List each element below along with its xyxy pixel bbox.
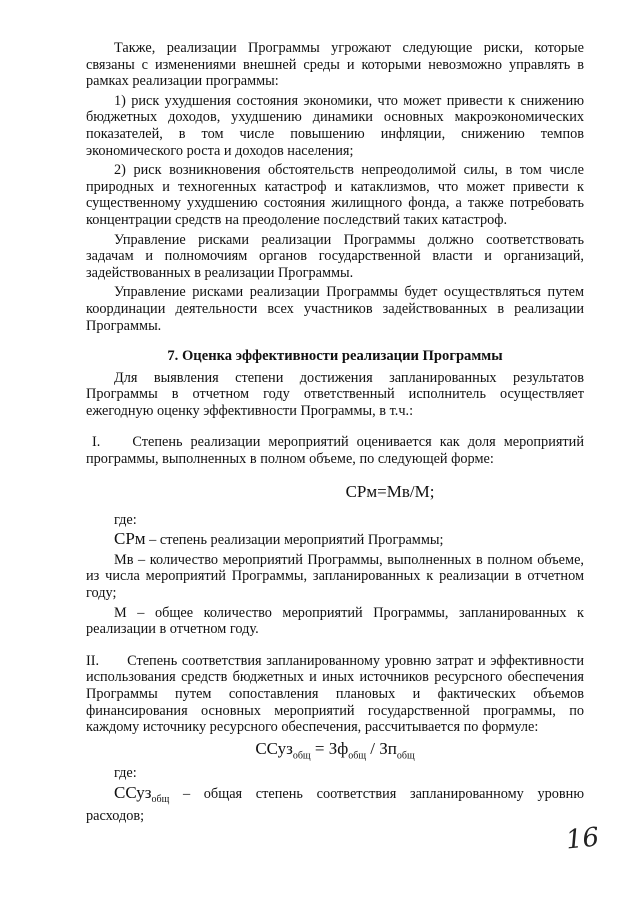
definition-m-text: – общее количество мероприятий Программы, запланированных к реализации в отчетном году. bbox=[86, 604, 584, 638]
page-content bbox=[86, 40, 584, 828]
where-label-1: где: bbox=[114, 511, 137, 528]
list-item-2 bbox=[86, 653, 584, 736]
handwritten-page-number: 16 bbox=[564, 822, 601, 856]
section-heading: 7. Оценка эффективности реализации Программы bbox=[167, 348, 503, 365]
paragraph-risk-management-1: Управление рисками реализации Программы должно соответствовать задачам и полномочиям органов государственной власти и организаций, задействованных в реализации Программы. bbox=[86, 231, 584, 281]
paragraph-risk-2: 2) риск возникновения обстоятельств непреодолимой силы, в том числе природных и техногенных катастроф и катаклизмов, что может привести к существенному ухудшению состояния жилищного фонда, а также потребовать концентрации средств на преодоление последствий таких катастроф. bbox=[86, 162, 584, 228]
formula-ccuz: ССуз$_{общ}$ = $Зф_{общ} / Зп_{общ}$ bbox=[255, 738, 415, 762]
list-item-1-text: Степень реализации мероприятий оценивается как доля мероприятий программы, выполненных в полном объеме, по следующей форме: bbox=[86, 434, 584, 468]
paragraph-risks-intro: Также, реализации Программы угрожают следующие риски, которые связаны с изменениями внешней среды и которыми невозможно управлять в рамках реализации программы: bbox=[86, 40, 584, 90]
definition-mv-term: Мв bbox=[114, 551, 134, 568]
formula-cpm: СРм=Мв/М; bbox=[345, 481, 435, 501]
definition-cpm-text: – степень реализации мероприятий Программы; bbox=[149, 532, 444, 549]
list-item-1 bbox=[86, 434, 584, 467]
list-item-1-number: I. bbox=[92, 434, 101, 451]
where-label-2: где: bbox=[114, 765, 137, 782]
definition-ccuz-text: – общая степень соответствия запланированному уровню расходов; bbox=[86, 785, 584, 825]
definition-m bbox=[86, 605, 584, 638]
definition-cpm-term: СРм bbox=[114, 529, 146, 549]
paragraph-risk-1: 1) риск ухудшения состояния экономики, что может привести к снижению бюджетных доходов, ухудшению динамики основных макроэкономических показателей, в том числе повышению инфляции, снижению темпов экономического роста и доходов населения; bbox=[86, 92, 584, 159]
paragraph-risk-management-2: Управление рисками реализации Программы будет осуществляться путем координации деятельности всех участников задействованных в реализации Программы. bbox=[86, 284, 584, 334]
definition-mv bbox=[86, 552, 584, 602]
definition-ccuz-term: ССуз bbox=[114, 782, 152, 802]
list-item-2-number: II. bbox=[86, 652, 100, 669]
paragraph-evaluation-intro: Для выявления степени достижения запланированных результатов Программы в отчетном году ответственный исполнитель осуществляет ежегодную оценку эффективности Программы, в т.ч.: bbox=[86, 369, 584, 419]
definition-ccuz: ССуз$_{общ}$ – общая степень соответствия запланированному уровню расходов; bbox=[86, 782, 584, 825]
definition-cpm bbox=[86, 531, 584, 549]
definition-m-term: М bbox=[114, 604, 127, 621]
definition-mv-text: – количество мероприятий Программы, выполненных в полном объеме, из числа мероприятий Программы, запланированных к реализации в отчетном году; bbox=[86, 551, 584, 602]
list-item-2-text: Степень соответствия запланированному уровню затрат и эффективности использования средств бюджетных и иных источников ресурсного обеспечения Программы путем сопоставления плановых и фактических объемов финансирования основных мероприятий государственной программы, по каждому источнику ресурсного обеспечения, рассчитывается по формуле: bbox=[86, 652, 584, 736]
